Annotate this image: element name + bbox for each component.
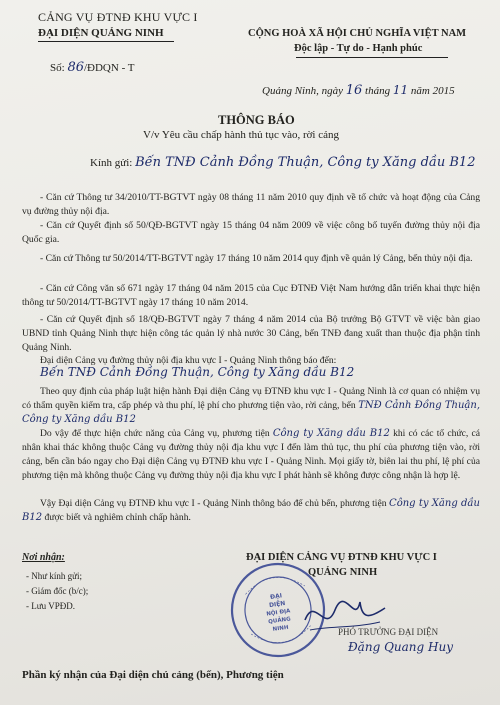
recipient-item: - Lưu VPĐD. [26,601,75,611]
notice-addressee-handwritten: Bến TNĐ Cảnh Đồng Thuận, Công ty Xăng dầu B12 [40,365,355,379]
document-number [50,61,135,74]
svg-text:ĐẠI: ĐẠI [269,592,283,601]
recipient-item: - Như kính gửi; [26,571,83,581]
recipient-line [90,156,475,169]
basis-paragraph-4: - Căn cứ Công văn số 671 ngày 17 tháng 04 năm 2015 của Cục ĐTNĐ Việt Nam hướng dẫn triển khai thực hiện thông tư 50/2014/TT-BGTVT ngày 17 tháng 10 năm 2014. [22,283,480,308]
agency-name: CẢNG VỤ ĐTNĐ KHU VỰC I [38,10,198,24]
duty-text-a: Do vậy để thực hiện chức năng của Cảng vụ, phương tiện [40,428,270,439]
signer-name: Đặng Quang Huy [348,640,453,654]
basis-paragraph-5: - Căn cứ Quyết định số 18/QĐ-BGTVT ngày 7 tháng 4 năm 2014 của Bộ trưởng Bộ GTVT về việc bàn giao UBND tỉnh Quảng Ninh thực hiện công tác quản lý nhà nước 30 Cảng, bến TNĐ đang xuất than thuộc địa phận tỉnh Quảng Ninh. [22,314,480,353]
number-suffix: /ĐDQN - T [83,62,135,74]
notice-intro: Đại diện Cảng vụ đường thủy nội địa khu vực I - Quảng Ninh thông báo đến: [40,355,337,366]
recipient-label: Kính gửi: [90,157,133,169]
notice-subject: V/v Yêu cầu chấp hành thủ tục vào, rời cảng [143,129,340,141]
svg-text:DIỆN: DIỆN [268,599,286,610]
signature-org-city: QUẢNG NINH [308,567,378,578]
svg-text:QUẢNG: QUẢNG [267,616,292,626]
basis-paragraph-3: - Căn cứ Thông tư 50/2014/TT-BGTVT ngày 17 tháng 10 năm 2014 quy định về quản lý Cảng, bến thủy nội địa. [40,253,473,264]
country-name: CỘNG HOÀ XÃ HỘI CHỦ NGHĨA VIỆT NAM [248,28,467,39]
date-month: 11 [392,83,409,97]
closing-text-b: được biết và nghiêm chỉnh chấp hành. [44,511,191,523]
office-underline [38,41,174,42]
date-year: năm 2015 [410,85,455,97]
signer-title: PHÓ TRƯỞNG ĐẠI DIỆN [338,627,439,637]
document-date [262,84,455,97]
office-name: ĐẠI DIỆN QUẢNG NINH [38,27,164,39]
duty-text-b: khi có các tổ chức, cá nhân khai thác không thuộc Cảng vụ đường thủy nội địa khu vực I đến làm thủ tục, thu phí của phương tiện vào, rời cảng, bến cần báo ngay cho Đại diện Cảng vụ ĐTNĐ khu vực I - Quảng Ninh. Mọi giấy tờ, biên lai thu phí, lệ phí của phương tiện mà không thuộc Cảng vụ đường thủy nội địa khu vực I phát hành sẽ không được công nhận là hợp lệ. [22,428,480,481]
closing-handwritten: Công ty Xăng dầu B12 [22,498,480,523]
date-month-label: tháng [365,85,391,97]
regulation-handwritten: TNĐ Cảnh Đồng Thuận, Công ty Xăng dầu B12 [22,399,481,425]
regulation-paragraph [22,385,480,427]
svg-text:NINH: NINH [272,624,289,633]
number-value: 86 [67,60,84,75]
duty-paragraph [22,427,480,483]
basis-paragraph-2: - Căn cứ Quyết định số 50/QĐ-BGTVT ngày 15 tháng 04 năm 2009 về việc công bố tuyến đường thủy nội địa Quốc gia. [22,220,480,245]
national-motto: Độc lập - Tự do - Hạnh phúc [294,43,423,54]
closing-paragraph [22,497,480,525]
duty-handwritten: Công ty Xăng dầu B12 [272,428,390,439]
recipient-item: - Giám đốc (b/c); [26,586,89,596]
date-day: 16 [345,83,363,98]
svg-text:NỘI ĐỊA: NỘI ĐỊA [266,608,291,618]
signature-org: ĐẠI DIỆN CẢNG VỤ ĐTNĐ KHU VỰC I [246,552,437,563]
notice-title: THÔNG BÁO [218,113,295,127]
receipt-line: Phần ký nhận của Đại diện chủ cảng (bến), Phương tiện [22,669,284,681]
regulation-text: Theo quy định của pháp luật hiện hành Đại diện Cảng vụ ĐTNĐ khu vực I - Quảng Ninh là cơ quan có nhiệm vụ có thẩm quyền kiểm tra, cấp phép và thu phí, lệ phí cho phương tiện vào, rời cảng, bến [22,386,480,411]
motto-underline [296,57,448,58]
number-label: Số: [50,62,65,74]
date-prefix: Quảng Ninh, ngày [262,85,343,97]
basis-paragraph-1: - Căn cứ Thông tư 34/2010/TT-BGTVT ngày 08 tháng 11 năm 2010 quy định về tổ chức và hoạt động của Cảng vụ đường thủy nội địa. [22,192,480,217]
closing-text-a: Vậy Đại diện Cảng vụ ĐTNĐ khu vực I - Quảng Ninh thông báo để chủ bến, phương tiện [40,498,387,509]
recipient-value: Bến TNĐ Cảnh Đồng Thuận, Công ty Xăng dầu B12 [135,155,476,170]
recipients-heading: Nơi nhận: [22,552,65,563]
